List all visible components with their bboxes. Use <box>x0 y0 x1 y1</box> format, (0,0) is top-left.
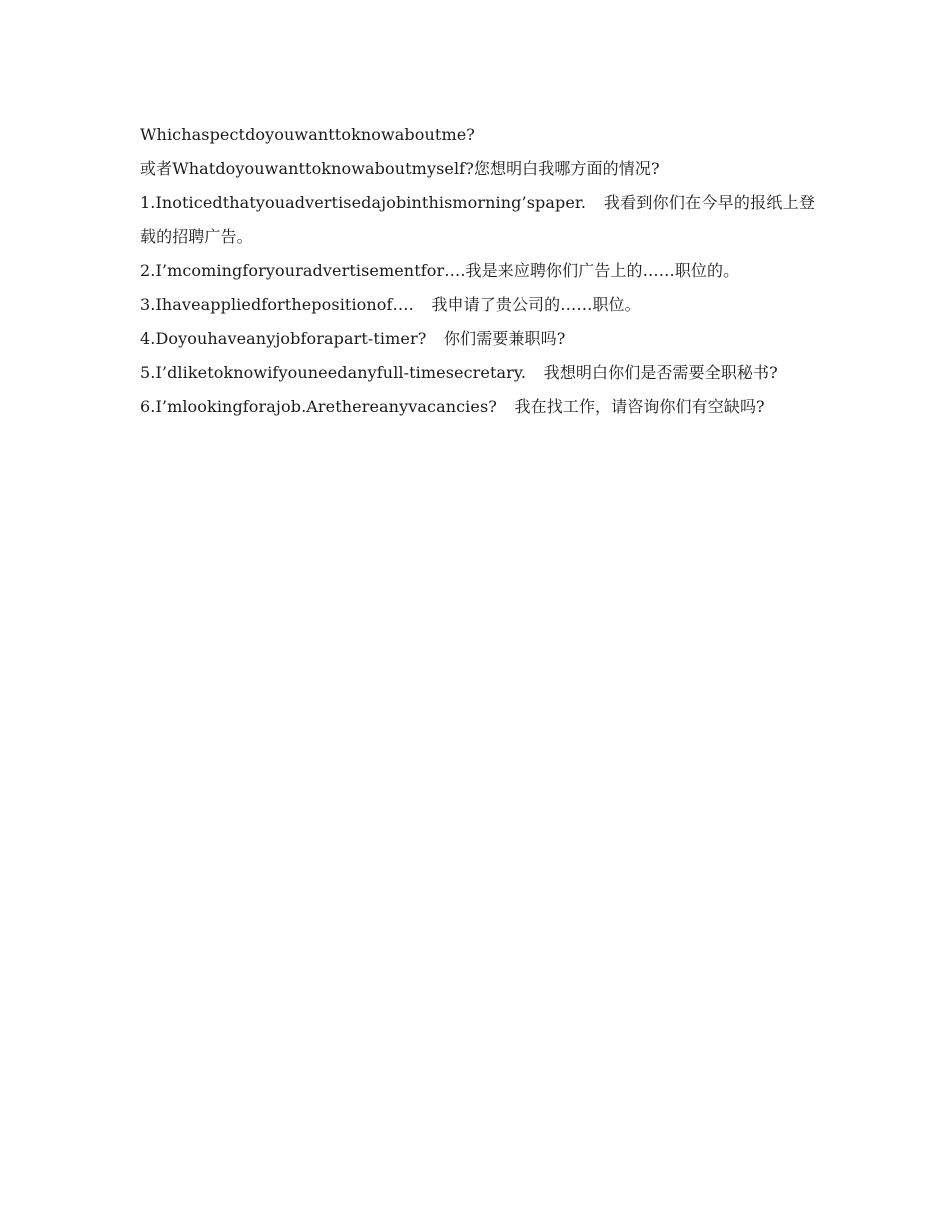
list-item-english: 6.I’mlookingforajob.Arethereanyvacancies? <box>140 397 497 416</box>
document-body <box>140 118 815 424</box>
intro-line-2: 或者Whatdoyouwanttoknowaboutmyself?您想明白我哪方面的情况? <box>140 159 660 178</box>
list-item-chinese: 你们需要兼职吗? <box>444 329 566 348</box>
list-item-chinese: 我在找工作，请咨询你们有空缺吗? <box>514 397 765 416</box>
list-item <box>140 390 815 424</box>
list-item-english: 1.Inoticedthatyouadvertisedajobinthismorning’spaper. <box>140 193 587 212</box>
list-item <box>140 322 815 356</box>
list-item-english: 4.Doyouhaveanyjobforapart-timer? <box>140 329 427 348</box>
list-item-english: 2.I’mcomingforyouradvertisementfor…. <box>140 261 466 280</box>
list-item-english: 5.I’dliketoknowifyouneedanyfull-timesecretary. <box>140 363 527 382</box>
list-item-chinese: 我看到你们在今早的报纸上登载的招聘广告。 <box>140 193 815 246</box>
list-item <box>140 288 815 322</box>
list-item-chinese: 我申请了贵公司的……职位。 <box>431 295 641 314</box>
intro-line-1: Whichaspectdoyouwanttoknowaboutme? <box>140 125 475 144</box>
list-item-chinese: 我是来应聘你们广告上的……职位的。 <box>465 261 740 280</box>
list-item-english: 3.Ihaveappliedforthepositionof…. <box>140 295 414 314</box>
list-item-chinese: 我想明白你们是否需要全职秘书? <box>543 363 778 382</box>
list-item <box>140 254 815 288</box>
list-item <box>140 356 815 390</box>
list-item <box>140 186 815 254</box>
